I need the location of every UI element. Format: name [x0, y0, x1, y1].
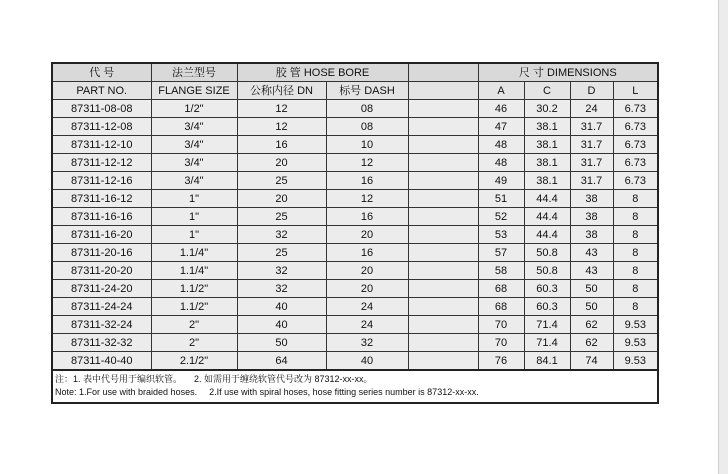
dim-c-cell: 38.1 [524, 136, 570, 154]
dim-l-cell: 8 [613, 280, 658, 298]
spacer-cell [408, 136, 478, 154]
part-no-cell: 87311-12-16 [52, 172, 151, 190]
flange-size-cell: 1" [151, 226, 237, 244]
dim-a-cell: 53 [478, 226, 524, 244]
flange-size-cell: 3/4" [151, 118, 237, 136]
dn-cell: 64 [237, 352, 326, 371]
dim-a-cell: 70 [478, 334, 524, 352]
part-no-cell: 87311-40-40 [52, 352, 151, 371]
part-no-cell: 87311-24-20 [52, 280, 151, 298]
dim-l-cell: 9.53 [613, 334, 658, 352]
header-row-2 [52, 82, 658, 100]
note-line-cn [55, 373, 657, 386]
dim-d-cell: 50 [570, 298, 613, 316]
col-d-header: D [570, 82, 613, 100]
dim-d-cell: 43 [570, 262, 613, 280]
dn-header: 公称内径 DN [237, 82, 326, 100]
dim-l-cell: 6.73 [613, 154, 658, 172]
part-no-cell: 87311-16-20 [52, 226, 151, 244]
dim-d-cell: 38 [570, 226, 613, 244]
part-no-header-en: PART NO. [52, 82, 151, 100]
spacer-cell [408, 244, 478, 262]
spacer-cell [408, 208, 478, 226]
flange-size-cell: 1.1/4" [151, 262, 237, 280]
part-no-cell: 87311-12-12 [52, 154, 151, 172]
spacer-cell [408, 226, 478, 244]
dn-cell: 40 [237, 298, 326, 316]
dn-cell: 32 [237, 262, 326, 280]
table-row [52, 334, 658, 352]
part-no-cell: 87311-12-08 [52, 118, 151, 136]
dash-cell: 16 [326, 172, 408, 190]
dn-cell: 20 [237, 154, 326, 172]
dim-c-cell: 60.3 [524, 280, 570, 298]
flange-size-header-en: FLANGE SIZE [151, 82, 237, 100]
dn-cell: 20 [237, 190, 326, 208]
dim-d-cell: 31.7 [570, 154, 613, 172]
dim-c-cell: 84.1 [524, 352, 570, 371]
spacer-cell [408, 334, 478, 352]
flange-size-cell: 3/4" [151, 172, 237, 190]
dim-a-cell: 46 [478, 100, 524, 118]
table-row [52, 154, 658, 172]
flange-size-cell: 1.1/4" [151, 244, 237, 262]
spacer-cell [408, 100, 478, 118]
table-row [52, 244, 658, 262]
spacer-cell [408, 172, 478, 190]
spacer-cell [408, 352, 478, 371]
dim-d-cell: 74 [570, 352, 613, 371]
flange-size-cell: 2" [151, 316, 237, 334]
table-row [52, 226, 658, 244]
dim-d-cell: 24 [570, 100, 613, 118]
table-row [52, 118, 658, 136]
dim-a-cell: 76 [478, 352, 524, 371]
note-cn-2: 2. 如需用于缠绕软管代号改为 87312-xx-xx。 [194, 374, 373, 384]
dim-a-cell: 47 [478, 118, 524, 136]
flange-size-cell: 2.1/2" [151, 352, 237, 371]
dim-c-cell: 38.1 [524, 118, 570, 136]
dim-c-cell: 30.2 [524, 100, 570, 118]
part-no-cell: 87311-08-08 [52, 100, 151, 118]
dim-d-cell: 31.7 [570, 118, 613, 136]
col-a-header: A [478, 82, 524, 100]
dn-cell: 25 [237, 244, 326, 262]
dimensions-table [51, 62, 659, 371]
dim-c-cell: 44.4 [524, 226, 570, 244]
dim-l-cell: 6.73 [613, 172, 658, 190]
dim-l-cell: 9.53 [613, 316, 658, 334]
table-row [52, 316, 658, 334]
dash-cell: 16 [326, 208, 408, 226]
dim-d-cell: 62 [570, 316, 613, 334]
flange-size-cell: 1/2" [151, 100, 237, 118]
dn-cell: 32 [237, 280, 326, 298]
dash-cell: 08 [326, 100, 408, 118]
spacer-cell [408, 280, 478, 298]
dim-c-cell: 50.8 [524, 262, 570, 280]
dim-a-cell: 52 [478, 208, 524, 226]
dn-cell: 25 [237, 172, 326, 190]
dim-d-cell: 38 [570, 190, 613, 208]
dash-cell: 20 [326, 262, 408, 280]
note-cn-1: 注：1. 表中代号用于编织软管。 [55, 374, 183, 384]
part-no-cell: 87311-12-10 [52, 136, 151, 154]
flange-size-cell: 3/4" [151, 136, 237, 154]
dash-cell: 20 [326, 280, 408, 298]
dim-a-cell: 68 [478, 298, 524, 316]
dim-l-cell: 6.73 [613, 118, 658, 136]
dim-l-cell: 8 [613, 190, 658, 208]
flange-size-cell: 3/4" [151, 154, 237, 172]
dim-a-cell: 49 [478, 172, 524, 190]
dim-d-cell: 50 [570, 280, 613, 298]
dash-cell: 12 [326, 190, 408, 208]
page-edge-strip [718, 0, 728, 474]
dim-c-cell: 44.4 [524, 208, 570, 226]
dim-c-cell: 38.1 [524, 154, 570, 172]
dim-c-cell: 71.4 [524, 334, 570, 352]
part-no-cell: 87311-16-16 [52, 208, 151, 226]
dim-a-cell: 51 [478, 190, 524, 208]
part-no-cell: 87311-32-24 [52, 316, 151, 334]
dim-a-cell: 70 [478, 316, 524, 334]
part-no-cell: 87311-20-16 [52, 244, 151, 262]
hose-bore-header: 胶 管 HOSE BORE [237, 63, 408, 82]
dim-c-cell: 71.4 [524, 316, 570, 334]
part-no-cell: 87311-32-32 [52, 334, 151, 352]
table-row [52, 190, 658, 208]
table-row [52, 262, 658, 280]
dn-cell: 32 [237, 226, 326, 244]
dim-d-cell: 43 [570, 244, 613, 262]
dim-a-cell: 48 [478, 136, 524, 154]
table-body [52, 100, 658, 371]
dim-l-cell: 8 [613, 226, 658, 244]
dim-d-cell: 38 [570, 208, 613, 226]
dash-cell: 32 [326, 334, 408, 352]
header-row-1 [52, 63, 658, 82]
dim-a-cell: 58 [478, 262, 524, 280]
spacer-cell [408, 316, 478, 334]
spacer-header-cell [408, 82, 478, 100]
dim-c-cell: 60.3 [524, 298, 570, 316]
dim-l-cell: 8 [613, 262, 658, 280]
specification-sheet [51, 62, 657, 404]
dim-a-cell: 68 [478, 280, 524, 298]
dash-cell: 12 [326, 154, 408, 172]
flange-size-header-cn: 法兰型号 [151, 63, 237, 82]
dim-c-cell: 50.8 [524, 244, 570, 262]
flange-size-cell: 1.1/2" [151, 280, 237, 298]
spacer-cell [408, 154, 478, 172]
spacer-cell [408, 190, 478, 208]
dash-cell: 24 [326, 298, 408, 316]
dim-l-cell: 6.73 [613, 136, 658, 154]
table-row [52, 172, 658, 190]
note-en-1: Note: 1.For use with braided hoses. [55, 387, 198, 397]
dim-c-cell: 44.4 [524, 190, 570, 208]
note-line-en [55, 386, 657, 399]
col-l-header: L [613, 82, 658, 100]
dim-a-cell: 48 [478, 154, 524, 172]
dash-cell: 24 [326, 316, 408, 334]
dim-c-cell: 38.1 [524, 172, 570, 190]
dash-header: 标号 DASH [326, 82, 408, 100]
part-no-cell: 87311-20-20 [52, 262, 151, 280]
flange-size-cell: 1" [151, 190, 237, 208]
dim-d-cell: 62 [570, 334, 613, 352]
spacer-header-cell [408, 63, 478, 82]
dash-cell: 10 [326, 136, 408, 154]
note-en-2: 2.If use with spiral hoses, hose fitting series number is 87312-xx-xx. [209, 387, 479, 397]
dim-l-cell: 8 [613, 208, 658, 226]
notes-section [51, 371, 659, 404]
dim-l-cell: 8 [613, 244, 658, 262]
dn-cell: 12 [237, 100, 326, 118]
dim-d-cell: 31.7 [570, 136, 613, 154]
dash-cell: 40 [326, 352, 408, 371]
flange-size-cell: 1" [151, 208, 237, 226]
table-row [52, 298, 658, 316]
spacer-cell [408, 298, 478, 316]
dimensions-header: 尺 寸 DIMENSIONS [478, 63, 658, 82]
flange-size-cell: 2" [151, 334, 237, 352]
part-no-header-cn: 代 号 [52, 63, 151, 82]
spacer-cell [408, 262, 478, 280]
dn-cell: 40 [237, 316, 326, 334]
dash-cell: 08 [326, 118, 408, 136]
table-row [52, 352, 658, 371]
table-row [52, 100, 658, 118]
table-row [52, 280, 658, 298]
dim-l-cell: 8 [613, 298, 658, 316]
dash-cell: 20 [326, 226, 408, 244]
dn-cell: 12 [237, 118, 326, 136]
flange-size-cell: 1.1/2" [151, 298, 237, 316]
dim-l-cell: 9.53 [613, 352, 658, 371]
dim-a-cell: 57 [478, 244, 524, 262]
table-row [52, 208, 658, 226]
table-row [52, 136, 658, 154]
dash-cell: 16 [326, 244, 408, 262]
dn-cell: 50 [237, 334, 326, 352]
part-no-cell: 87311-16-12 [52, 190, 151, 208]
dn-cell: 16 [237, 136, 326, 154]
col-c-header: C [524, 82, 570, 100]
dim-d-cell: 31.7 [570, 172, 613, 190]
dn-cell: 25 [237, 208, 326, 226]
spacer-cell [408, 118, 478, 136]
dim-l-cell: 6.73 [613, 100, 658, 118]
part-no-cell: 87311-24-24 [52, 298, 151, 316]
